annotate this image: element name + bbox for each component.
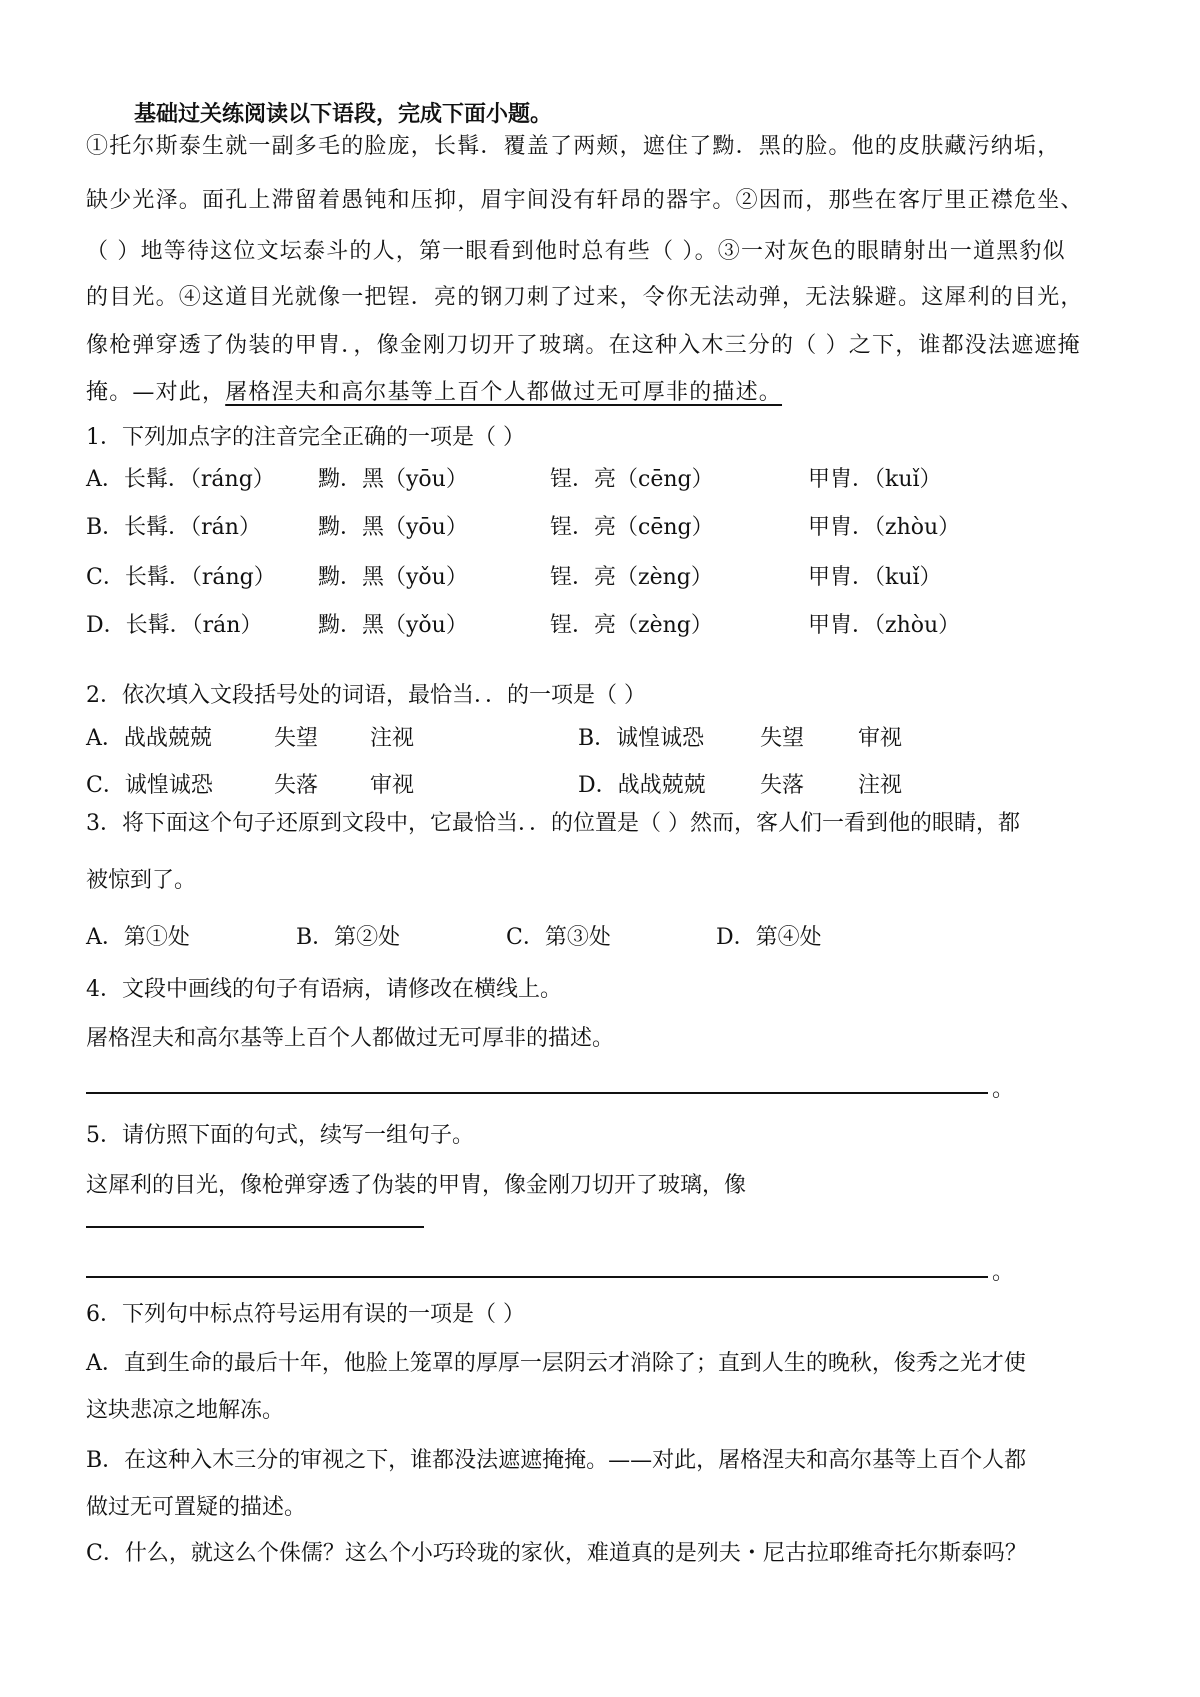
q2-option-c-3: 审视	[370, 773, 415, 798]
q3-option-a: A．第①处	[86, 925, 190, 950]
q1-option-c-2: 黝．黑（yǒu）	[318, 565, 468, 590]
q1-option-d-2: 黝．黑（yǒu）	[318, 613, 468, 638]
q1-option-a-2: 黝．黑（yōu）	[318, 467, 468, 492]
q1-option-b-1: B．长髯．（rán）	[86, 515, 261, 540]
q3-stem-line-1: 3．将下面这个句子还原到文段中，它最恰当．．的位置是（ ）然而，客人们一看到他的眼睛，都	[86, 811, 1020, 836]
q5-stem: 5．请仿照下面的句式，续写一组句子。	[86, 1123, 474, 1148]
section-title: 基础过关练阅读以下语段，完成下面小题。	[134, 101, 553, 127]
q5-period: 。	[992, 1260, 1015, 1285]
q2-option-a-2: 失望	[274, 726, 319, 751]
q1-option-a-3: 锃．亮（cēng）	[550, 467, 714, 492]
q5-sentence: 这犀利的目光，像枪弹穿透了伪装的甲胄，像金刚刀切开了玻璃，像	[86, 1173, 747, 1198]
q5-answer-line-2[interactable]	[86, 1276, 988, 1278]
q2-option-c-1: C．诚惶诚恐	[86, 773, 213, 798]
q1-option-c-4: 甲胄．（kuǐ）	[808, 565, 942, 590]
q3-option-c: C．第③处	[506, 925, 611, 950]
q2-option-a-1: A．战战兢兢	[86, 726, 212, 751]
q3-option-b: B．第②处	[296, 925, 401, 950]
q2-option-a-3: 注视	[370, 726, 415, 751]
passage-line-1: ①托尔斯泰生就一副多毛的脸庞，长髯．覆盖了两颊，遮住了黝．黑的脸。他的皮肤藏污纳垢，	[86, 134, 1061, 159]
q2-option-c-2: 失落	[274, 773, 319, 798]
q6-option-a-line-2: 这块悲凉之地解冻。	[86, 1398, 285, 1423]
q1-option-a-1: A．长髯．（ráng）	[86, 467, 275, 492]
underlined-sentence: 屠格涅夫和高尔基等上百个人都做过无可厚非的描述。	[225, 380, 783, 405]
passage-line-6-start: 掩。—对此，	[86, 380, 226, 405]
passage-line-6	[86, 377, 782, 409]
q1-stem: 1．下列加点字的注音完全正确的一项是（ ）	[86, 425, 525, 450]
passage-line-4: 的目光。④这道目光就像一把锃．亮的钢刀刺了过来，令你无法动弹，无法躲避。这犀利的目光，	[86, 285, 1084, 310]
q2-option-d-1: D．战战兢兢	[578, 773, 706, 798]
q2-option-b-2: 失望	[760, 726, 805, 751]
q1-option-d-3: 锃．亮（zèng）	[550, 613, 713, 638]
q4-stem: 4．文段中画线的句子有语病，请修改在横线上。	[86, 977, 562, 1002]
q1-option-c-3: 锃．亮（zèng）	[550, 565, 713, 590]
q4-sentence: 屠格涅夫和高尔基等上百个人都做过无可厚非的描述。	[86, 1026, 615, 1051]
passage-line-2: 缺少光泽。面孔上滞留着愚钝和压抑，眉宇间没有轩昂的器宇。②因而，那些在客厅里正襟危坐、	[86, 188, 1084, 213]
q3-option-d: D．第④处	[716, 925, 822, 950]
q1-option-b-2: 黝．黑（yōu）	[318, 515, 468, 540]
q1-option-b-4: 甲胄．（zhòu）	[808, 515, 961, 540]
q2-option-b-1: B．诚惶诚恐	[578, 726, 705, 751]
q6-stem: 6．下列句中标点符号运用有误的一项是（ ）	[86, 1302, 525, 1327]
q3-stem-line-2: 被惊到了。	[86, 868, 197, 893]
q1-option-b-3: 锃．亮（cēng）	[550, 515, 714, 540]
q6-option-c-line-1: C．什么，就这么个侏儒？这么个小巧玲珑的家伙，难道真的是列夫・尼古拉耶维奇托尔斯泰吗？	[86, 1541, 1027, 1566]
q2-option-d-2: 失落	[760, 773, 805, 798]
q1-option-d-4: 甲胄．（zhòu）	[808, 613, 961, 638]
q2-stem: 2．依次填入文段括号处的词语，最恰当．．的一项是（ ）	[86, 683, 646, 708]
q4-answer-line[interactable]	[86, 1092, 988, 1094]
q6-option-b-line-2: 做过无可置疑的描述。	[86, 1495, 307, 1520]
q6-option-a-line-1: A．直到生命的最后十年，他脸上笼罩的厚厚一层阴云才消除了；直到人生的晚秋，俊秀之光才使	[86, 1351, 1026, 1376]
q1-option-a-4: 甲胄．（kuǐ）	[808, 467, 942, 492]
passage-line-3: （ ）地等待这位文坛泰斗的人，第一眼看到他时总有些（ ）。③一对灰色的眼睛射出一道黑豹似	[86, 239, 1066, 264]
q1-option-c-1: C．长髯．（ráng）	[86, 565, 276, 590]
q1-option-d-1: D．长髯．（rán）	[86, 613, 263, 638]
passage-line-5: 像枪弹穿透了伪装的甲胄．，像金刚刀切开了玻璃。在这种入木三分的（ ）之下，谁都没法遮遮掩	[86, 333, 1081, 358]
q2-option-b-3: 审视	[858, 726, 903, 751]
q6-option-b-line-1: B．在这种入木三分的审视之下，谁都没法遮遮掩掩。——对此，屠格涅夫和高尔基等上百个人都	[86, 1448, 1027, 1473]
q4-period: 。	[992, 1077, 1015, 1102]
q5-answer-line-1[interactable]	[86, 1226, 424, 1228]
q2-option-d-3: 注视	[858, 773, 903, 798]
